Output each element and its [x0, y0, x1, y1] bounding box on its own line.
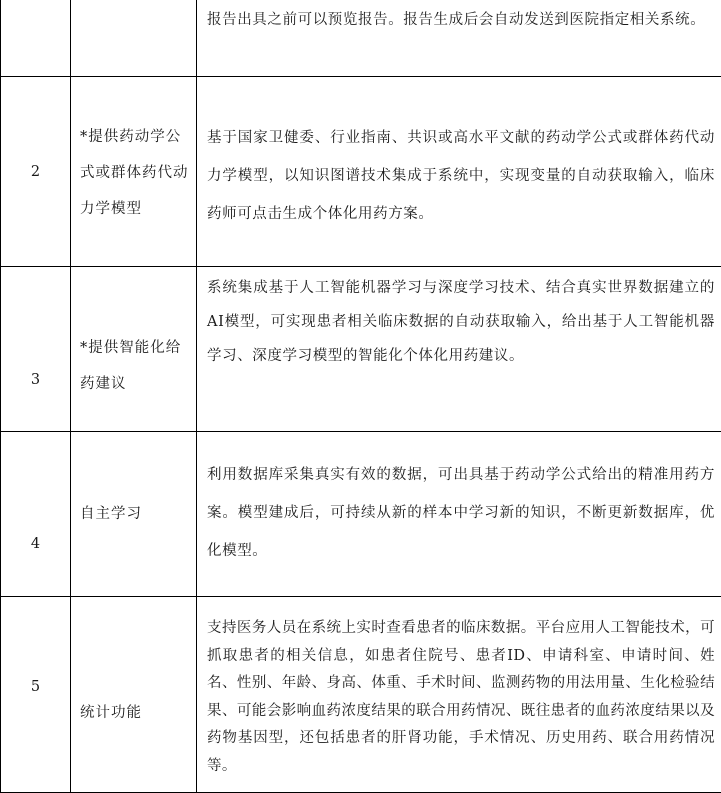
row-number: 4 [1, 432, 71, 597]
feature-label: *提供智能化给药建议 [80, 330, 190, 402]
feature-description: 报告出具之前可以预览报告。报告生成后会自动发送到医院指定相关系统。 [197, 0, 721, 77]
feature-name [71, 77, 197, 267]
table-row [1, 0, 721, 77]
table-row [1, 432, 721, 597]
table-row [1, 267, 721, 432]
row-number: 5 [1, 597, 71, 793]
feature-name [71, 597, 197, 793]
row-number: 3 [1, 267, 71, 432]
feature-description: 基于国家卫健委、行业指南、共识或高水平文献的药动学公式或群体药代动力学模型，以知识图谱技术集成于系统中，实现变量的自动获取输入，临床药师可点击生成个体化用药方案。 [197, 77, 721, 267]
table-row [1, 77, 721, 267]
table-row [1, 597, 721, 793]
row-number [1, 0, 71, 77]
row-number: 2 [1, 77, 71, 267]
feature-name [71, 0, 197, 77]
feature-name [71, 267, 197, 432]
feature-description: 系统集成基于人工智能机器学习与深度学习技术、结合真实世界数据建立的AI模型，可实现患者相关临床数据的自动获取输入，给出基于人工智能机器学习、深度学习模型的智能化个体化用药建议。 [197, 267, 721, 432]
feature-label: 自主学习 [80, 496, 190, 532]
feature-description: 利用数据库采集真实有效的数据，可出具基于药动学公式给出的精准用药方案。模型建成后，可持续从新的样本中学习新的知识，不断更新数据库，优化模型。 [197, 432, 721, 597]
feature-label: 统计功能 [80, 695, 190, 731]
feature-name [71, 432, 197, 597]
feature-description: 支持医务人员在系统上实时查看患者的临床数据。平台应用人工智能技术，可抓取患者的相关信息，如患者住院号、患者ID、申请科室、申请时间、姓名、性别、年龄、身高、体重、手术时间、监测药物的用法用量、生化检验结果、可能会影响血药浓度结果的联合用药情况、既往患者的血药浓度结果以及药物基因型，还包括患者的肝肾功能，手术情况、历史用药、联合用药情况等。 [197, 597, 721, 793]
feature-label: *提供药动学公式或群体药代动力学模型 [80, 119, 190, 227]
